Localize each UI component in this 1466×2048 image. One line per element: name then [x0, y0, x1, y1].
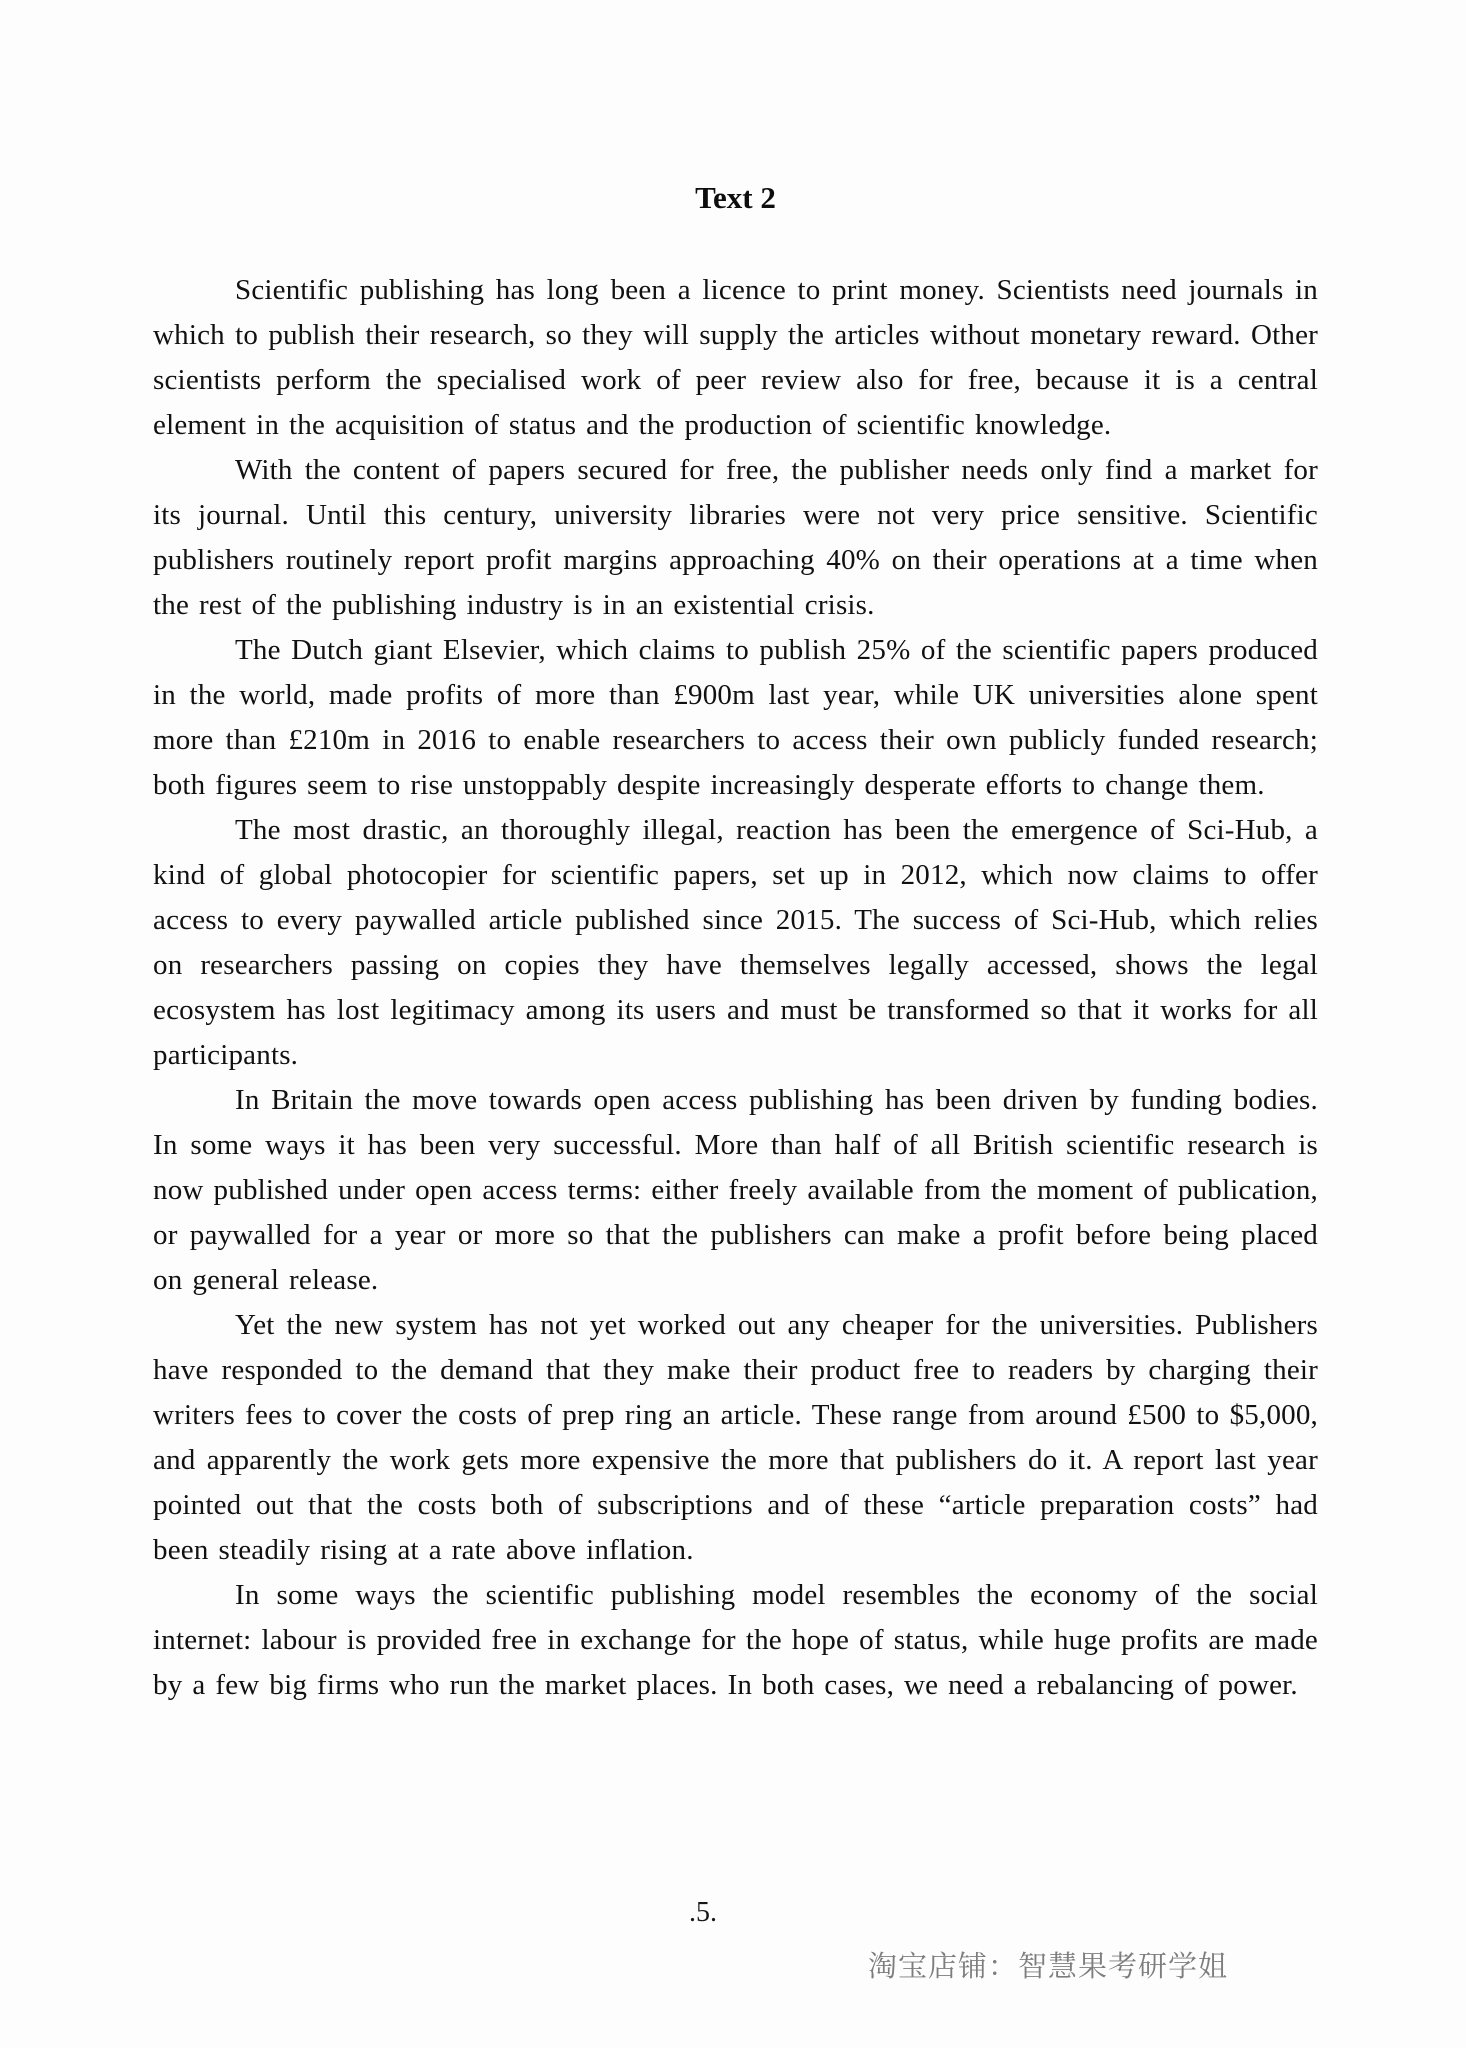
paragraph: Yet the new system has not yet worked out any cheaper for the universities. Publishers have responded to the demand that they make their product free to readers by charging their writers fees to cover the costs of prep ring an article. These range from around £500 to $5,000, and apparently the work gets more expensive the more that publishers do it. A report last year pointed out that the costs both of subscriptions and of these “article preparation costs” had been steadily rising at a rate above inflation. [153, 1309, 1318, 1566]
page-number: .5. [689, 1897, 717, 1928]
paragraph: In Britain the move towards open access publishing has been driven by funding bodies. In some ways it has been very successful. More than half of all British scientific research is now published under open access terms: either freely available from the moment of publication, or paywalled for a year or more so that the publishers can make a profit before being placed on general release. [153, 1084, 1318, 1296]
paragraph: With the content of papers secured for free, the publisher needs only find a market for its journal. Until this century, university libraries were not very price sensitive. Scientific publishers routinely report profit margins approaching 40% on their operations at a time when the rest of the publishing industry is in an existential crisis. [153, 454, 1318, 621]
paragraph: The Dutch giant Elsevier, which claims to publish 25% of the scientific papers produced in the world, made profits of more than £900m last year, while UK universities alone spent more than £210m in 2016 to enable researchers to access their own publicly funded research; both figures seem to rise unstoppably despite increasingly desperate efforts to change them. [153, 634, 1318, 801]
paragraph: In some ways the scientific publishing model resembles the economy of the social internet: labour is provided free in exchange for the hope of status, while huge profits are made by a few big firms who run the market places. In both cases, we need a rebalancing of power. [153, 1579, 1318, 1701]
paragraph: Scientific publishing has long been a licence to print money. Scientists need journals in which to publish their research, so they will supply the articles without monetary reward. Other scientists perform the specialised work of peer review also for free, because it is a central element in the acquisition of status and the production of scientific knowledge. [153, 274, 1318, 441]
watermark-taobao: 淘宝店铺：智慧果考研学姐 [868, 1951, 1229, 1983]
paragraph: The most drastic, an thoroughly illegal, reaction has been the emergence of Sci-Hub, a kind of global photocopier for scientific papers, set up in 2012, which now claims to offer access to every paywalled article published since 2015. The success of Sci-Hub, which relies on researchers passing on copies they have themselves legally accessed, shows the legal ecosystem has lost legitimacy among its users and must be transformed so that it works for all participants. [153, 814, 1318, 1071]
text-body [153, 178, 1318, 1708]
text-title: Text 2 [695, 180, 776, 215]
